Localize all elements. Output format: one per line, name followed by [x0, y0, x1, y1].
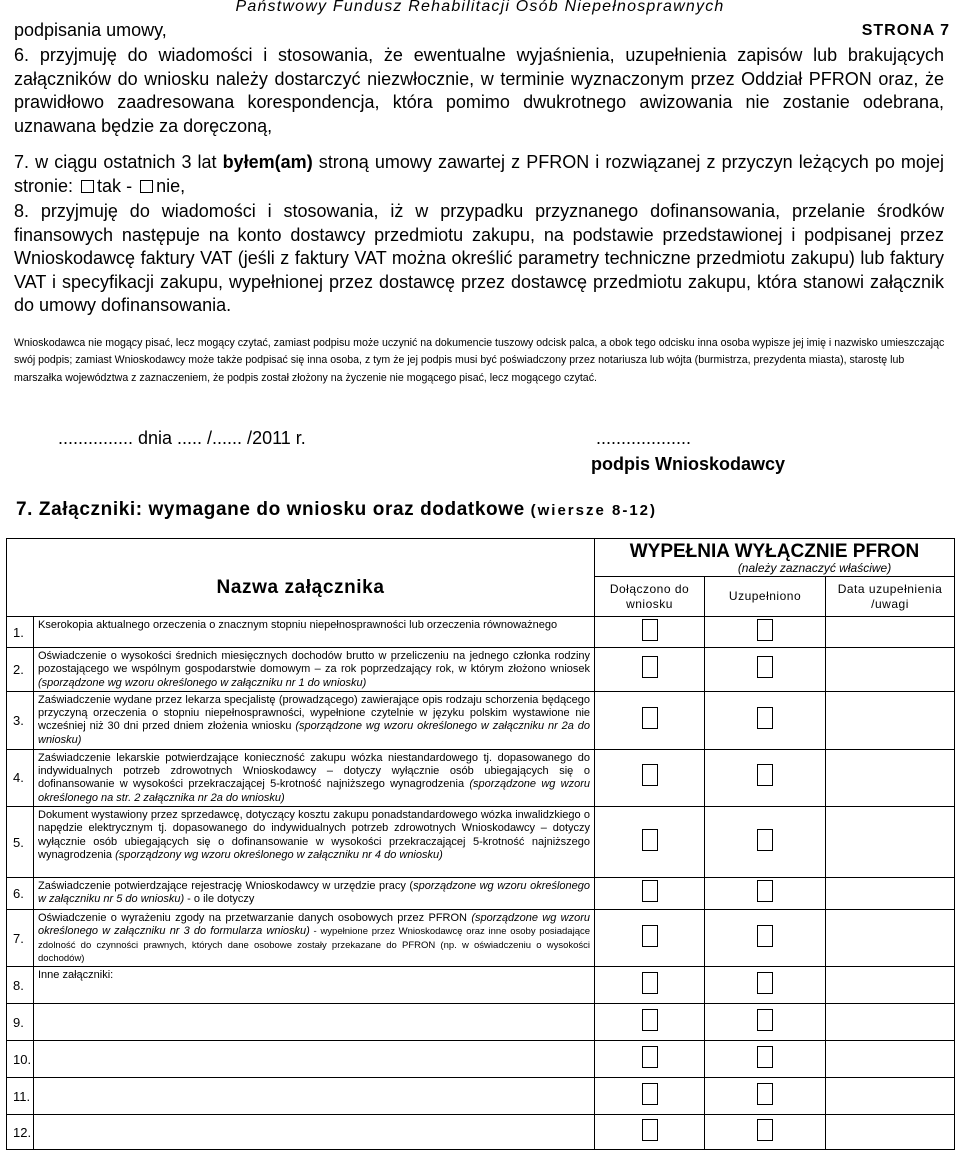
option-separator: -: [126, 175, 133, 196]
row-number: 12.: [7, 1115, 34, 1150]
page-number: STRONA 7: [861, 22, 950, 39]
attachment-name: [34, 1115, 595, 1150]
row-number: 1.: [7, 617, 34, 648]
completed-checkbox[interactable]: [757, 925, 773, 947]
attachment-name: [34, 691, 595, 749]
attached-checkbox-cell: [595, 910, 705, 967]
attached-checkbox[interactable]: [642, 972, 658, 994]
completed-checkbox[interactable]: [757, 1083, 773, 1105]
table-row: [7, 1078, 955, 1115]
attached-checkbox[interactable]: [642, 1119, 658, 1141]
table-row: [7, 1041, 955, 1078]
attachment-name-part: (sporządzone wg wzoru określonego na str. 2 załącznika nr 2a do wniosku): [38, 778, 591, 804]
date-notes-cell[interactable]: [826, 807, 955, 878]
row-number: 7.: [7, 910, 34, 967]
attached-checkbox-cell: [595, 1004, 705, 1041]
attached-checkbox[interactable]: [642, 925, 658, 947]
pfron-header-title: WYPEŁNIA WYŁĄCZNIE PFRON: [629, 540, 920, 562]
attached-checkbox-cell: [595, 878, 705, 910]
date-notes-cell[interactable]: [826, 967, 955, 1004]
row-number: 11.: [7, 1078, 34, 1115]
attached-checkbox[interactable]: [642, 656, 658, 678]
attachment-name: [34, 1041, 595, 1078]
point-8: [14, 200, 944, 318]
attachment-name-part: (sporządzone wg wzoru określonego w załączniku nr 1 do wniosku): [38, 676, 367, 689]
completed-checkbox-cell: [705, 648, 826, 692]
table-row: [7, 967, 955, 1004]
attached-checkbox[interactable]: [642, 1046, 658, 1068]
completed-checkbox-cell: [705, 1115, 826, 1150]
completed-checkbox[interactable]: [757, 972, 773, 994]
attachment-name-part: Zaświadczenie wydane przez lekarza specjalistę (prowadzącego) zawierające opis rodzaju schorzenia będącego przyczyną orzeczenia o stopniu niepełnosprawności, wypełnione czytelnie w języku polskim wystawione nie wcześniej niż 30 dni przed dniem złożenia wniosku: [38, 693, 591, 733]
nie-label: nie,: [156, 175, 186, 196]
completed-checkbox[interactable]: [757, 1046, 773, 1068]
attached-checkbox[interactable]: [642, 764, 658, 786]
row-number: 4.: [7, 749, 34, 806]
row-number: 3.: [7, 691, 34, 749]
point-6-number: 6.: [14, 45, 30, 65]
attachment-name: [34, 617, 595, 648]
attached-checkbox-cell: [595, 1115, 705, 1150]
completed-checkbox-cell: [705, 878, 826, 910]
attached-checkbox[interactable]: [642, 1009, 658, 1031]
table-row: [7, 807, 955, 878]
attachment-name-part: Zaświadczenie potwierdzające rejestrację Wnioskodawcy w urzędzie pracy (: [38, 880, 414, 893]
point-8-text: przyjmuję do wiadomości i stosowania, iż w przypadku przyznanego dofinansowania, przelanie środków finansowych następuje na konto dostawcy przedmiotu zakupu, na podstawie przedstawionej i podpisanej przez Wnioskodawcę faktury VAT (jeśli z faktury VAT można określić parametry techniczne przedmiotu zakupu) lub faktury VAT i specyfikacji zakupu, wypełnionej przez dostawcę przez dostawcę przedmiotu zakupu, która stanowi załącznik do umowy dofinansowania.: [14, 201, 944, 315]
attachment-name: [34, 878, 595, 910]
row-number: 5.: [7, 807, 34, 878]
date-notes-cell[interactable]: [826, 749, 955, 806]
date-notes-cell[interactable]: [826, 910, 955, 967]
date-notes-cell[interactable]: [826, 878, 955, 910]
date-notes-cell[interactable]: [826, 617, 955, 648]
attachment-name: [34, 749, 595, 806]
table-row: [7, 878, 955, 910]
completed-checkbox-cell: [705, 1041, 826, 1078]
date-notes-cell[interactable]: [826, 691, 955, 749]
attachment-name: [34, 1078, 595, 1115]
attachment-name-part: - wypełnione przez Wnioskodawcę oraz inne osoby posiadające zdolność do czynności prawnych, których dane osobowe zostały przekazane do PFRON (np. w oświadczeniu o wysokości dochodów): [38, 926, 591, 964]
row-number: 10.: [7, 1041, 34, 1078]
attachments-table: [6, 538, 955, 1150]
completed-checkbox-cell: [705, 1078, 826, 1115]
date-notes-cell[interactable]: [826, 1115, 955, 1150]
attachment-name-part: Inne załączniki:: [38, 969, 114, 982]
point-7-number: 7.: [14, 152, 30, 172]
nie-checkbox[interactable]: [140, 180, 153, 193]
row-number: 9.: [7, 1004, 34, 1041]
attached-checkbox-cell: [595, 1078, 705, 1115]
attached-checkbox[interactable]: [642, 619, 658, 641]
completed-checkbox-cell: [705, 691, 826, 749]
table-row: [7, 617, 955, 648]
attachment-name: [34, 910, 595, 967]
completed-checkbox-cell: [705, 1004, 826, 1041]
pfron-header-sub: (należy zaznaczyć właściwe): [737, 560, 892, 575]
section-title-sub: (wiersze 8-12): [530, 502, 658, 519]
completed-checkbox[interactable]: [757, 707, 773, 729]
attached-checkbox-cell: [595, 617, 705, 648]
attached-checkbox[interactable]: [642, 1083, 658, 1105]
col-date: Data uzupełnienia /uwagi: [826, 577, 955, 617]
attachment-name: [34, 807, 595, 878]
signature-note: Wnioskodawca nie mogący pisać, lecz mogący czytać, zamiast podpisu może uczynić na dokumencie tuszowy odcisk palca, a obok tego odcisku inna osoba wypisze jej imię i nazwisko umieszczając swój podpis; zamiast Wnioskodawcy może także podpisać się inna osoba, z tym że jej podpis musi być poświadczony przez notariusza lub wójta (burmistrza, prezydenta miasta), starostę lub marszałka województwa z zaznaczeniem, że podpis został złożony na życzenie nie mogącego pisać, lecz mogącego czytać.: [14, 337, 945, 384]
table-row: [7, 691, 955, 749]
row-number: 2.: [7, 648, 34, 692]
completed-checkbox[interactable]: [757, 764, 773, 786]
attached-checkbox[interactable]: [642, 829, 658, 851]
attached-checkbox-cell: [595, 1041, 705, 1078]
point-8-number: 8.: [14, 201, 30, 221]
page-topline: [14, 20, 950, 41]
attachment-name: [34, 648, 595, 692]
attachment-name-part: Oświadczenie o wysokości średnich miesięcznych dochodów brutto w przeliczeniu na jednego członka rodziny pozostającego we wspólnym gospodarstwie domowym – za rok poprzedzający rok, w którym złożono wniosek: [38, 650, 591, 676]
attached-checkbox-cell: [595, 691, 705, 749]
table-row: [7, 1004, 955, 1041]
tak-label: tak: [97, 175, 122, 196]
completed-checkbox-cell: [705, 910, 826, 967]
signature-line: ...................: [596, 428, 692, 448]
attachment-name-part: Oświadczenie o wyrażeniu zgody na przetwarzanie danych osobowych przez PFRON: [38, 912, 472, 925]
point-7-text-pre: w ciągu ostatnich 3 lat: [35, 152, 217, 172]
table-row: [7, 1115, 955, 1150]
attachment-name-part: (sporządzone wg wzoru określonego w załączniku nr 3 do formularza wniosku): [38, 912, 591, 938]
row-number: 8.: [7, 967, 34, 1004]
completed-checkbox[interactable]: [757, 829, 773, 851]
attachment-name-part: (sporządzony wg wzoru określonego w załączniku nr 4 do wniosku): [115, 848, 443, 861]
date-notes-cell[interactable]: [826, 1041, 955, 1078]
point-7-text-bold: byłem(am): [222, 152, 313, 172]
date-line: ............... dnia ..... /...... /2011 r.: [58, 428, 306, 448]
completed-checkbox-cell: [705, 617, 826, 648]
attachment-name-part: (sporządzone wg wzoru określonego w załączniku nr 2a do wniosku): [38, 720, 591, 746]
attached-checkbox-cell: [595, 648, 705, 692]
point-6: [14, 44, 944, 138]
row-number: 6.: [7, 878, 34, 910]
completed-checkbox-cell: [705, 749, 826, 806]
attachment-name-part: - o ile dotyczy: [184, 893, 255, 906]
table-row: [7, 648, 955, 692]
header-organization: Państwowy Fundusz Rehabilitacji Osób Niepełnosprawnych: [235, 0, 725, 15]
completed-checkbox-cell: [705, 807, 826, 878]
point-7: [14, 151, 944, 198]
completed-checkbox[interactable]: [757, 880, 773, 902]
col-completed: Uzupełniono: [705, 577, 826, 617]
section-title: [16, 499, 657, 521]
col-attached: Dołączono do wniosku: [595, 577, 705, 617]
attachment-name-part: Kserokopia aktualnego orzeczenia o znacznym stopniu niepełnosprawności lub orzeczenia równoważnego: [38, 619, 558, 631]
completed-checkbox[interactable]: [757, 656, 773, 678]
section-title-text: 7. Załączniki: wymagane do wniosku oraz dodatkowe: [16, 499, 525, 520]
continued-text: podpisania umowy,: [14, 20, 167, 40]
pfron-header: [595, 539, 955, 577]
completed-checkbox-cell: [705, 967, 826, 1004]
attached-checkbox[interactable]: [642, 707, 658, 729]
point-6-text: przyjmuję do wiadomości i stosowania, że ewentualne wyjaśnienia, uzupełnienia zapisów lub brakujących załączników do wniosku należy dostarczyć niezwłocznie, w terminie wyznaczonym przez Oddział PFRON oraz, że prawidłowo zaadresowana korespondencja, która pomimo dwukrotnego awizowania nie zostanie odebrana, uznawana będzie za doręczoną,: [14, 45, 944, 136]
date-notes-cell[interactable]: [826, 648, 955, 692]
signature-label: podpis Wnioskodawcy: [591, 454, 786, 474]
attached-checkbox-cell: [595, 967, 705, 1004]
name-header: Nazwa załącznika: [7, 539, 595, 617]
attachment-name-part: Dokument wystawiony przez sprzedawcę, dotyczący kosztu zakupu ponadstandardowego wózka inwalidzkiego o napędzie elektrycznym tj. dopasowanego do indywidualnych potrzeb zdrowotnych Wnioskodawcy – dotyczy wyłącznie osób ubiegających się o dofinansowanie w wysokości przekraczającej 5-krotność najniższego wynagrodzenia: [38, 809, 591, 861]
attachment-name-part: sporządzone wg wzoru określonego w załączniku nr 5 do wniosku): [38, 880, 591, 906]
tak-checkbox[interactable]: [81, 180, 94, 193]
completed-checkbox[interactable]: [757, 1009, 773, 1031]
attached-checkbox[interactable]: [642, 880, 658, 902]
point-7-text-post: stroną umowy zawartej z PFRON i rozwiązanej z przyczyn leżących po mojej stronie:: [14, 152, 944, 196]
attached-checkbox-cell: [595, 807, 705, 878]
date-notes-cell[interactable]: [826, 1004, 955, 1041]
table-row: [7, 749, 955, 806]
attachment-name-part: Zaświadczenie lekarskie potwierdzające konieczność zakupu wózka niestandardowego tj. dopasowanego do indywidualnych potrzeb zdrowotnych Wnioskodawcy – dotyczy wyłącznie osób ubiegających się o dofinansowanie w wysokości przekraczającej 5-krotność najniższego wynagrodzenia: [38, 751, 591, 791]
completed-checkbox[interactable]: [757, 619, 773, 641]
completed-checkbox[interactable]: [757, 1119, 773, 1141]
table-row: [7, 910, 955, 967]
date-notes-cell[interactable]: [826, 1078, 955, 1115]
attachment-name: [34, 1004, 595, 1041]
attachment-name: [34, 967, 595, 1004]
attached-checkbox-cell: [595, 749, 705, 806]
